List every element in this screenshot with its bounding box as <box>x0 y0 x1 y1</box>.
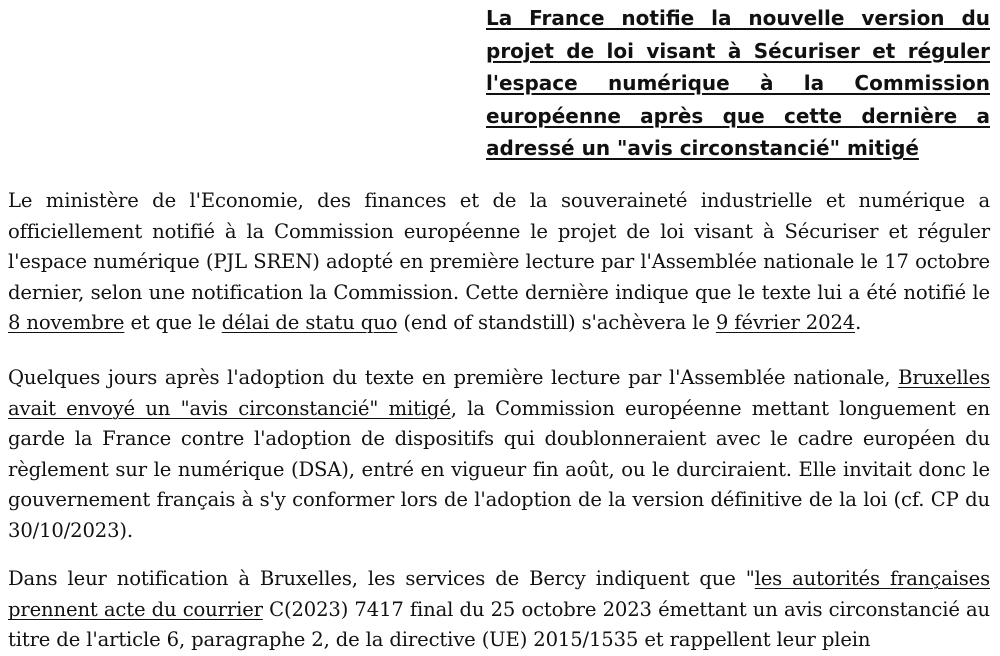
statu-quo-link[interactable]: délai de statu quo <box>221 311 398 334</box>
paragraph-avis <box>8 363 990 546</box>
paragraph-text: , la Commission européenne mettant longuement en garde la France contre l'adoption de dispositifs qui doublonneraient avec le cadre européen du règlement sur le numérique (DSA), entré en vigueur fin août, ou le durciraient. Elle invitait donc le gouvernement français à s'y conformer lors de l'adoption de la version définitive de la loi (cf. CP du 30/10/2023). <box>8 396 990 542</box>
paragraph-notification <box>8 186 990 339</box>
notification-date-link[interactable]: 8 novembre <box>8 311 125 334</box>
avis-circonstancie-link[interactable]: Bruxelles avait envoyé un "avis circonstancié" mitigé <box>8 366 990 420</box>
paragraph-bercy <box>8 564 990 656</box>
paragraph-text: Quelques jours après l'adoption du texte en première lecture par l'Assemblée nationale, <box>8 366 899 389</box>
paragraph-text: (end of standstill) s'achèvera le <box>397 311 716 334</box>
article-headline: La France notifie la nouvelle version du projet de loi visant à Sécuriser et réguler l'espace numérique à la Commission européenne après que cette dernière a adressé un "avis circonstancié" mitigé <box>486 6 990 160</box>
paragraph-text: Le ministère de l'Economie, des finances et de la souveraineté industrielle et numérique a officiellement notifié à la Commission européenne le projet de loi visant à Sécuriser et réguler l'espace numérique (PJL SREN) adopté en première lecture par l'Assemblée nationale le 17 octobre dernier, selon une notification la Commission. Cette dernière indique que le texte lui a été notifié le <box>8 189 990 304</box>
paragraph-text: . <box>855 311 862 334</box>
paragraph-text: et que le <box>124 311 222 334</box>
paragraph-text: C(2023) 7417 final du 25 octobre 2023 émettant un avis circonstancié au titre de l'article 6, paragraphe 2, de la directive (UE) 2015/1535 et rappellent leur plein <box>8 597 991 651</box>
courrier-quote-link[interactable]: les autorités françaises prennent acte du courrier <box>8 567 990 621</box>
end-date-link[interactable]: 9 février 2024 <box>715 311 856 334</box>
paragraph-text: Dans leur notification à Bruxelles, les services de Bercy indiquent que " <box>8 567 755 590</box>
